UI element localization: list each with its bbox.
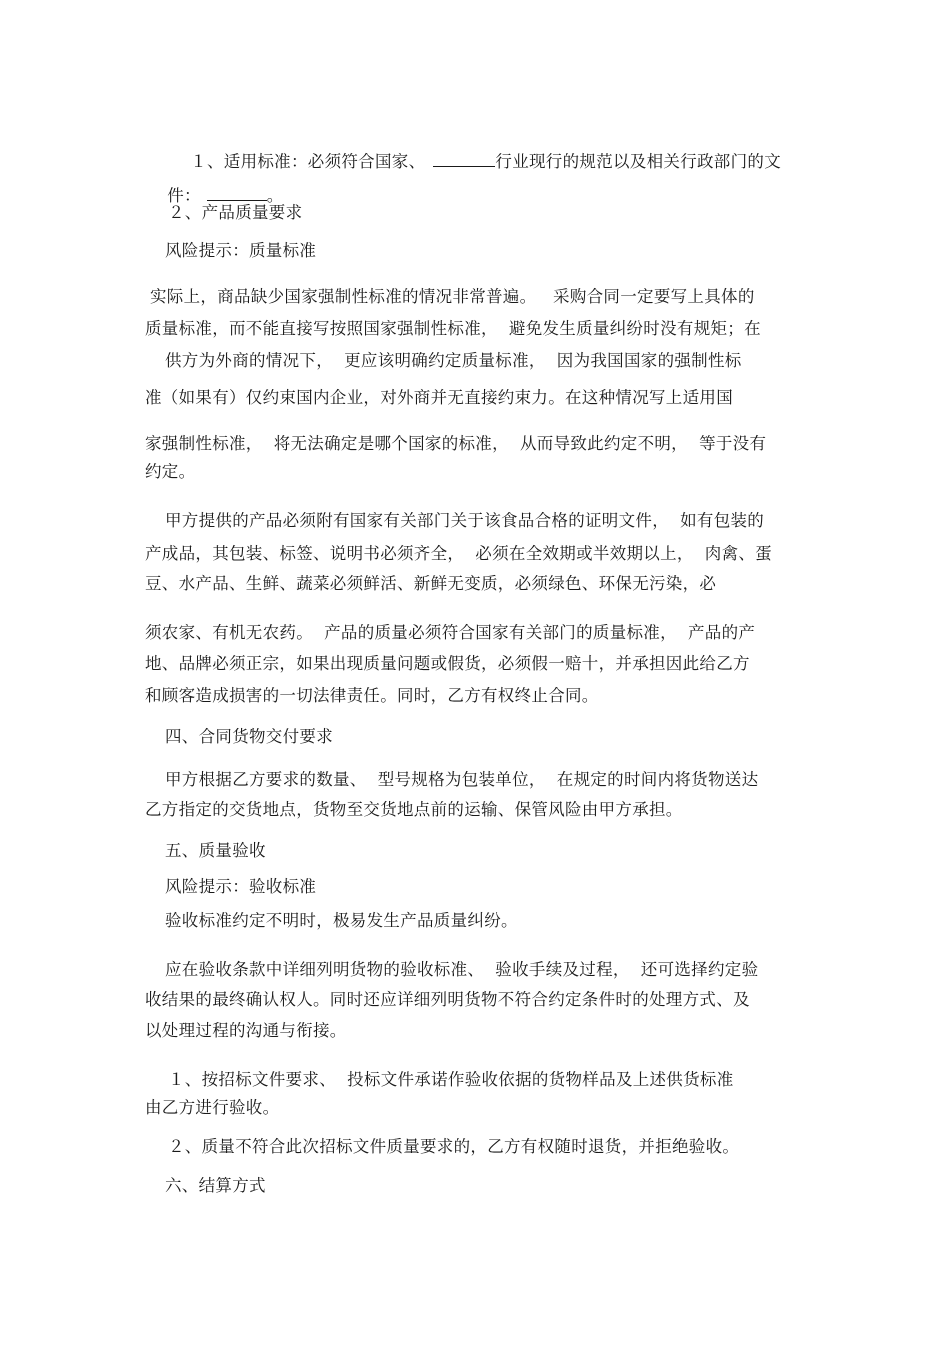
text-line: 须农家、有机无农药。 产品的质量必须符合国家有关部门的质量标准， 产品的产 (145, 623, 756, 642)
text-line: 验收标准约定不明时，极易发生产品质量纠纷。 (165, 911, 518, 930)
text-line: 甲方提供的产品必须附有国家有关部门关于该食品合格的证明文件， 如有包装的 (165, 511, 765, 530)
line-text: 。 (266, 186, 284, 205)
section-heading: ２、产品质量要求 (168, 203, 303, 222)
section-heading: 六、结算方式 (165, 1176, 266, 1195)
fill-in-blank (207, 184, 267, 201)
text-line: 豆、水产品、生鲜、蔬菜必须鲜活、新鲜无变质，必须绿色、环保无污染，必 (145, 574, 717, 593)
text-line: ２、质量不符合此次招标文件质量要求的，乙方有权随时退货，并拒绝验收。 (168, 1137, 740, 1156)
text-line: 收结果的最终确认权人。同时还应详细列明货物不符合约定条件时的处理方式、及 (145, 990, 750, 1009)
text-line: 乙方指定的交货地点，货物至交货地点前的运输、保管风险由甲方承担。 (145, 800, 683, 819)
section-heading: 四、合同货物交付要求 (165, 727, 333, 746)
text-line: 供方为外商的情况下， 更应该明确约定质量标准， 因为我国国家的强制性标 (165, 351, 742, 370)
text-line: 由乙方进行验收。 (145, 1098, 280, 1117)
text-line: 产成品，其包装、标签、说明书必须齐全， 必须在全效期或半效期以上， 肉禽、蛋 (145, 544, 772, 563)
text-line: 甲方根据乙方要求的数量、 型号规格为包装单位， 在规定的时间内将货物送达 (165, 770, 759, 789)
risk-note-heading: 风险提示：验收标准 (165, 877, 317, 896)
line-text: 件： (167, 186, 201, 205)
text-line: １、按招标文件要求、 投标文件承诺作验收依据的货物样品及上述供货标准 (168, 1070, 734, 1089)
line-text: 行业现行的规范以及相关行政部门的文 (495, 152, 781, 171)
risk-note-heading: 风险提示：质量标准 (165, 241, 317, 260)
text-line: 约定。 (145, 462, 196, 481)
text-line: 家强制性标准， 将无法确定是哪个国家的标准， 从而导致此约定不明， 等于没有 (145, 434, 767, 453)
fill-in-blank (433, 150, 495, 167)
text-line: 准（如果有）仅约束国内企业，对外商并无直接约束力。在这种情况写上适用国 (145, 388, 733, 407)
text-line: 以处理过程的沟通与衔接。 (145, 1021, 347, 1040)
line-text: １、适用标准：必须符合国家、 (190, 152, 426, 171)
text-line: 地、品牌必须正宗，如果出现质量问题或假货，必须假一赔十，并承担因此给乙方 (145, 654, 750, 673)
text-line: 和顾客造成损害的一切法律责任。同时，乙方有权终止合同。 (145, 686, 599, 705)
text-line: 质量标准，而不能直接写按照国家强制性标准， 避免发生质量纠纷时没有规矩；在 (145, 319, 761, 338)
section-heading: 五、质量验收 (165, 841, 266, 860)
text-line: 应在验收条款中详细列明货物的验收标准、 验收手续及过程， 还可选择约定验 (165, 960, 759, 979)
text-line: 实际上，商品缺少国家强制性标准的情况非常普遍。 采购合同一定要写上具体的 (150, 287, 755, 306)
